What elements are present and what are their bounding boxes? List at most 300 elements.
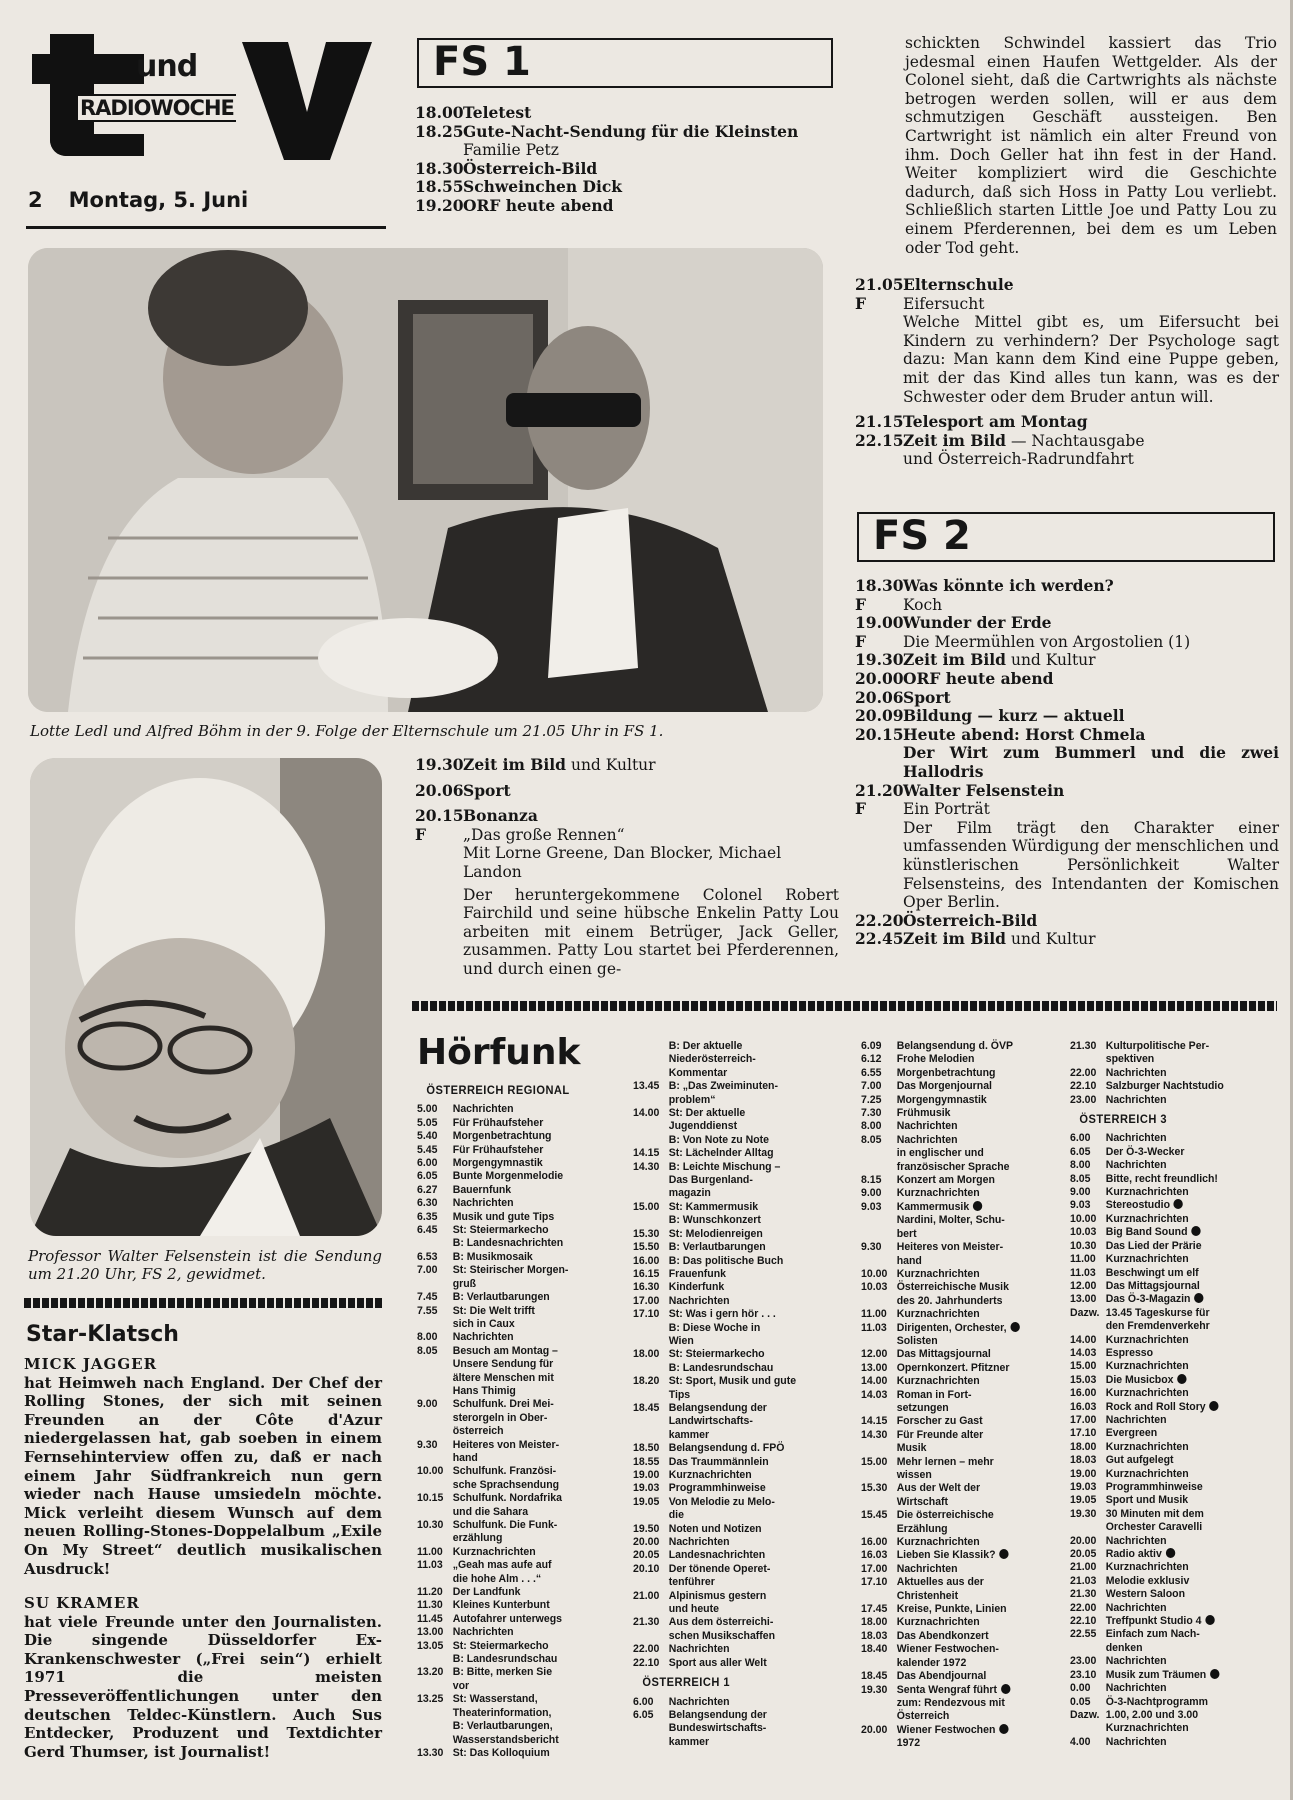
- radio-title: Wirtschaft: [896, 1495, 949, 1508]
- radio-time: 7.45: [417, 1291, 438, 1304]
- radio-title: Lieben Sie Klassik?: [897, 1549, 1064, 1562]
- page-number: 2: [28, 188, 43, 212]
- radio-title: Musik: [896, 1442, 927, 1455]
- radio-time: 6.53: [417, 1250, 438, 1263]
- radio-title: Nachrichten: [1105, 1159, 1167, 1172]
- radio-title: Morgenbetrachtung: [452, 1130, 552, 1143]
- radio-title: Hans Thimig: [452, 1384, 516, 1397]
- stereo-dot-icon: [999, 1724, 1008, 1734]
- radio-programme-item: [1070, 1132, 1286, 1145]
- radio-programme-item: [417, 1251, 624, 1264]
- radio-time: 13.20: [417, 1666, 444, 1679]
- radio-title: Christenheit: [896, 1589, 959, 1602]
- radio-programme-item: [417, 1546, 624, 1559]
- radio-time: 10.00: [417, 1465, 444, 1478]
- radio-title: Für Frühaufsteher: [452, 1143, 544, 1156]
- radio-programme-item: [633, 1549, 842, 1562]
- radio-title: Musik zum Träumen: [1106, 1669, 1286, 1682]
- stereo-dot-icon: [1166, 1548, 1175, 1558]
- radio-title: Wasserstandsbericht: [452, 1733, 559, 1746]
- radio-programme-item: [861, 1134, 1064, 1174]
- radio-title: St: Steiermarkecho: [668, 1348, 765, 1361]
- radio-title: Nachrichten: [452, 1197, 514, 1210]
- radio-time: Dazw.: [1070, 1306, 1100, 1319]
- radio-title: Belangsendung der: [668, 1401, 767, 1414]
- radio-time: 14.15: [633, 1147, 660, 1160]
- radio-title: Kurznachrichten: [896, 1267, 980, 1280]
- radio-programme-item: [861, 1616, 1064, 1629]
- radio-time: 20.00: [861, 1723, 888, 1736]
- radio-programme-item: [861, 1482, 1064, 1509]
- radio-title: Melodie exklusiv: [1105, 1574, 1190, 1587]
- radio-time: 4.00: [1070, 1735, 1091, 1748]
- radio-programme-item: [633, 1709, 842, 1749]
- radio-programme-item: [861, 1549, 1064, 1562]
- radio-time: 18.00: [633, 1348, 660, 1361]
- radio-time: 7.00: [861, 1080, 882, 1093]
- radio-title: 1972: [896, 1737, 921, 1750]
- radio-programme-item: [1070, 1602, 1286, 1615]
- radio-time: 17.00: [633, 1294, 660, 1307]
- radio-title: Kurznachrichten: [1105, 1440, 1189, 1453]
- logo-radiowoche: RADIOWOCHE: [80, 96, 234, 120]
- fs1-item: 20.06 Sport: [415, 780, 511, 800]
- elternschule-photo-image: [28, 248, 823, 712]
- radio-title: Nachrichten: [896, 1562, 958, 1575]
- radio-programme-item: [1070, 1401, 1286, 1414]
- radio-title: den Fremdenverkehr: [1105, 1320, 1210, 1333]
- fs2-item: 18.30 F Was könnte ich werden? Koch: [855, 576, 1114, 614]
- radio-programme-item: [633, 1523, 842, 1536]
- radio-time: 6.27: [417, 1183, 438, 1196]
- radio-time: 11.03: [417, 1559, 443, 1572]
- radio-programme-item: [417, 1640, 624, 1667]
- radio-programme-item: [1070, 1067, 1286, 1080]
- fs1-item: 18.00 Teletest: [415, 103, 532, 122]
- radio-programme-item: [1070, 1267, 1286, 1280]
- felsenstein-photo: [30, 758, 382, 1236]
- radio-title: denken: [1105, 1641, 1143, 1654]
- radio-time: 15.50: [633, 1241, 660, 1254]
- radio-time: 10.03: [1070, 1226, 1097, 1239]
- radio-title: gruß: [452, 1277, 477, 1290]
- elternschule-photo: [28, 248, 823, 712]
- radio-title: Western Saloon: [1105, 1588, 1186, 1601]
- radio-title: französischer Sprache: [896, 1160, 1010, 1173]
- radio-title: St: Sport, Musik und gute: [668, 1375, 797, 1388]
- radio-programme-item: [417, 1103, 624, 1116]
- radio-time: 8.05: [1070, 1172, 1091, 1185]
- radio-programme-item: [861, 1053, 1064, 1066]
- radio-title: Kleines Kunterbunt: [452, 1599, 550, 1612]
- radio-time: 18.45: [633, 1401, 660, 1414]
- radio-time: 19.03: [1070, 1481, 1097, 1493]
- radio-programme-item: [633, 1268, 842, 1281]
- radio-programme-item: [417, 1666, 624, 1693]
- radio-programme-item: [861, 1375, 1064, 1388]
- radio-title: Das Mittagsjournal: [1105, 1279, 1200, 1292]
- radio-time: 17.45: [861, 1603, 888, 1616]
- radio-programme-item: [633, 1402, 842, 1442]
- radio-title: Der Landfunk: [452, 1586, 521, 1599]
- radio-title: sterorgeln in Ober-: [452, 1411, 548, 1424]
- radio-title: Radio aktiv: [1106, 1548, 1286, 1561]
- radio-time: 21.30: [633, 1616, 660, 1629]
- radio-title: erzählung: [452, 1532, 503, 1545]
- radio-title: Schulfunk. Französi-: [452, 1465, 557, 1478]
- radio-time: 0.00: [1070, 1682, 1091, 1695]
- radio-title: Evergreen: [1105, 1427, 1158, 1440]
- radio-time: [633, 1040, 669, 1080]
- radio-title: Für Frühaufsteher: [452, 1116, 544, 1129]
- radio-programme-item: [633, 1590, 842, 1617]
- radio-title: Einfach zum Nach-: [1105, 1628, 1200, 1641]
- radio-title: Die österreichische: [896, 1509, 994, 1522]
- radio-time: 21.30: [1070, 1040, 1097, 1052]
- radio-title: Schulfunk. Die Funk-: [452, 1519, 558, 1531]
- radio-time: 21.03: [1070, 1574, 1097, 1587]
- radio-time: 10.03: [861, 1281, 888, 1294]
- radio-title: Morgengymnastik: [452, 1157, 543, 1170]
- stereo-dot-icon: [1191, 1226, 1200, 1236]
- radio-programme-item: [861, 1389, 1064, 1416]
- radio-programme-item: [1070, 1213, 1286, 1226]
- radio-programme-item: [1070, 1696, 1286, 1709]
- radio-programme-item: [633, 1616, 842, 1643]
- radio-programme-item: [633, 1107, 842, 1147]
- radio-title: St: Steirischer Morgen-: [452, 1264, 569, 1277]
- radio-title: Musik und gute Tips: [452, 1210, 555, 1223]
- radio-title: kammer: [668, 1735, 710, 1748]
- radio-title: hand: [452, 1451, 478, 1464]
- radio-time: 10.00: [1070, 1212, 1097, 1225]
- logo-v-glyph: [242, 42, 372, 162]
- radio-title: Kurznachrichten: [1105, 1360, 1189, 1373]
- radio-title: Frauenfunk: [668, 1267, 726, 1280]
- radio-title: Wiener Festwochen: [897, 1724, 1064, 1737]
- fs1-item: 21.15 Telesport am Montag: [855, 412, 1088, 432]
- radio-programme-item: [1070, 1468, 1286, 1481]
- radio-programme-item: [417, 1492, 624, 1519]
- radio-time: 18.00: [1070, 1440, 1097, 1453]
- radio-time: 13.00: [861, 1361, 888, 1374]
- radio-title: Österreich: [896, 1710, 950, 1723]
- radio-title: Tips: [668, 1388, 691, 1401]
- radio-programme-item: [1070, 1561, 1286, 1574]
- stereo-dot-icon: [1209, 1401, 1218, 1411]
- radio-title: St: Steiermarkecho: [452, 1639, 549, 1652]
- radio-programme-item: [861, 1268, 1064, 1281]
- radio-time: 15.30: [633, 1227, 660, 1240]
- radio-programme-item: [633, 1456, 842, 1469]
- radio-programme-item: [417, 1144, 624, 1157]
- radio-time: 20.05: [1070, 1548, 1097, 1561]
- radio-time: 17.10: [633, 1308, 660, 1321]
- radio-time: 17.00: [1070, 1413, 1097, 1426]
- radio-programme-item: [633, 1295, 842, 1308]
- radio-programme-item: [417, 1291, 624, 1304]
- radio-title: die: [668, 1509, 684, 1522]
- radio-time: 15.03: [1070, 1373, 1097, 1386]
- radio-programme-item: [417, 1345, 624, 1399]
- radio-station-heading: ÖSTERREICH REGIONAL: [426, 1083, 570, 1097]
- radio-title: Kurznachrichten: [452, 1545, 536, 1558]
- fs2-item: 20.00 ORF heute abend: [855, 668, 1054, 688]
- radio-title: Von Melodie zu Melo-: [668, 1495, 775, 1508]
- radio-time: 9.03: [1070, 1199, 1091, 1212]
- radio-programme-item: [1070, 1280, 1286, 1293]
- hoerfunk-title: Hörfunk: [417, 1032, 581, 1073]
- radio-time: 11.45: [417, 1612, 443, 1625]
- radio-title: Nachrichten: [1105, 1093, 1167, 1106]
- radio-programme-item: [417, 1465, 624, 1492]
- radio-title: Kurznachrichten: [1105, 1333, 1189, 1346]
- radio-programme-item: [1070, 1454, 1286, 1467]
- radio-programme-item: [1070, 1186, 1286, 1199]
- radio-time: 14.03: [1070, 1346, 1097, 1359]
- radio-time: 16.03: [861, 1549, 888, 1562]
- stereo-dot-icon: [1177, 1374, 1186, 1384]
- radio-title: setzungen: [896, 1401, 949, 1414]
- fs2-item: 22.45 Zeit im Bild und Kultur: [855, 929, 1096, 949]
- radio-programme-item: [1070, 1588, 1286, 1601]
- fs2-item: 20.06 Sport: [855, 687, 951, 707]
- radio-column-3: [861, 1040, 1064, 1751]
- radio-title: 30 Minuten mit dem: [1105, 1507, 1204, 1520]
- radio-title: B: Bitte, merken Sie: [452, 1666, 553, 1679]
- radio-title: Morgenbetrachtung: [896, 1066, 996, 1079]
- radio-title: B: Verlautbarungen: [668, 1241, 766, 1254]
- fs1-item: 19.30 Zeit im Bild und Kultur: [415, 755, 656, 774]
- radio-programme-item: [1070, 1548, 1286, 1561]
- radio-programme-item: [417, 1157, 624, 1170]
- radio-title: Für Freunde alter: [896, 1428, 984, 1441]
- radio-time: 22.00: [1070, 1601, 1097, 1614]
- radio-title: Frohe Melodien: [896, 1053, 975, 1066]
- radio-title: Die Musicbox: [1106, 1374, 1286, 1387]
- radio-programme-item: [633, 1281, 842, 1294]
- radio-title: Das Burgenland-: [668, 1174, 753, 1187]
- radio-time: 14.00: [1070, 1333, 1097, 1346]
- radio-title: schen Musikschaffen: [668, 1629, 776, 1642]
- radio-time: 19.05: [633, 1495, 660, 1508]
- radio-programme-item: [417, 1747, 624, 1760]
- radio-title: Opernkonzert. Pfitzner: [896, 1361, 1010, 1374]
- radio-programme-item: [633, 1228, 842, 1241]
- radio-title: des 20. Jahrhunderts: [896, 1294, 1003, 1307]
- radio-title: St: Wasserstand,: [452, 1693, 538, 1706]
- radio-title: problem“: [668, 1093, 716, 1106]
- radio-programme-item: [417, 1599, 624, 1612]
- radio-programme-item: [633, 1469, 842, 1482]
- radio-title: vor: [452, 1679, 470, 1692]
- stereo-dot-icon: [1001, 1684, 1010, 1694]
- radio-title: Landesnachrichten: [668, 1549, 766, 1562]
- radio-time: 19.05: [1070, 1494, 1097, 1507]
- fs1-item: 18.55 Schweinchen Dick: [415, 177, 623, 197]
- radio-title: Nachrichten: [1105, 1735, 1167, 1748]
- radio-time: Dazw.: [1070, 1708, 1100, 1721]
- radio-programme-item: [633, 1201, 842, 1228]
- starklatsch-name: SU KRAMER: [24, 1594, 140, 1612]
- radio-title: Nachrichten: [1105, 1132, 1167, 1145]
- radio-time: 13.45: [633, 1080, 660, 1093]
- radio-title: Big Band Sound: [1106, 1226, 1286, 1239]
- radio-time: 21.30: [1070, 1588, 1097, 1601]
- radio-title: Kurznachrichten: [896, 1536, 980, 1549]
- radio-title: B: Das politische Buch: [668, 1254, 784, 1267]
- radio-time: 21.00: [1070, 1561, 1097, 1574]
- radio-title: spektiven: [1105, 1053, 1155, 1066]
- radio-programme-item: [1070, 1441, 1286, 1454]
- radio-time: 7.30: [861, 1107, 882, 1120]
- radio-time: 6.00: [417, 1157, 438, 1170]
- radio-programme-item: [1070, 1253, 1286, 1266]
- bonanza-description: Der heruntergekommene Colonel Robert Fairchild und seine hübsche Enkelin Patty Lou arbeiten mit einem Betrüger, Jack Geller, zusammen. Patty Lou startet bei Pferderennen, und durch einen ge-: [463, 885, 839, 978]
- radio-time: 16.30: [633, 1281, 660, 1294]
- radio-title: Rock and Roll Story: [1106, 1401, 1286, 1414]
- radio-time: 6.05: [1070, 1145, 1091, 1158]
- radio-title: Das Abendkonzert: [896, 1629, 989, 1642]
- radio-programme-item: [633, 1375, 842, 1402]
- radio-programme-item: [417, 1197, 624, 1210]
- radio-title: Kurznachrichten: [1105, 1387, 1189, 1400]
- radio-title: Kurznachrichten: [896, 1187, 980, 1200]
- radio-time: 21.00: [633, 1589, 660, 1602]
- radio-title: die hohe Alm . . .“: [452, 1572, 542, 1585]
- radio-title: Alpinismus gestern: [668, 1589, 767, 1602]
- radio-programme-item: [861, 1174, 1064, 1187]
- radio-time: 0.05: [1070, 1695, 1091, 1708]
- radio-time: 18.40: [861, 1643, 888, 1656]
- starklatsch-item: [24, 1355, 382, 1578]
- elternschule-caption: Lotte Ledl und Alfred Böhm in der 9. Folge der Elternschule um 21.05 Uhr in FS 1.: [30, 722, 664, 740]
- radio-title: Das Ö-3-Magazin: [1106, 1293, 1286, 1306]
- radio-title: Autofahrer unterwegs: [452, 1612, 562, 1625]
- radio-time: 18.45: [861, 1670, 888, 1683]
- hoerfunk-divider: [412, 1001, 1277, 1011]
- radio-title: Konzert am Morgen: [896, 1174, 995, 1187]
- radio-station-heading: ÖSTERREICH 3: [1079, 1112, 1167, 1127]
- radio-title: Aus dem österreichi-: [668, 1616, 774, 1629]
- radio-programme-item: [861, 1094, 1064, 1107]
- radio-programme-item: [1070, 1293, 1286, 1306]
- radio-time: 18.00: [861, 1616, 888, 1629]
- radio-title: Wien: [668, 1334, 694, 1347]
- radio-time: 20.00: [1070, 1534, 1097, 1547]
- radio-programme-item: [417, 1613, 624, 1626]
- radio-time: 8.00: [417, 1331, 438, 1344]
- masthead-rule: [26, 226, 386, 229]
- radio-time: 8.05: [861, 1133, 882, 1146]
- radio-title: Nachrichten: [668, 1294, 730, 1307]
- radio-title: 13.45 Tageskurse für: [1105, 1306, 1210, 1319]
- radio-time: 13.00: [1070, 1293, 1097, 1306]
- radio-title: österreich: [452, 1425, 504, 1438]
- radio-programme-item: [633, 1643, 842, 1656]
- radio-time: 23.10: [1070, 1668, 1097, 1681]
- radio-time: 10.30: [417, 1519, 444, 1531]
- radio-title: Bunte Morgenmelodie: [452, 1170, 564, 1183]
- radio-programme-item: [861, 1724, 1064, 1751]
- radio-time: 15.30: [861, 1482, 888, 1495]
- starklatsch-divider: [24, 1298, 382, 1308]
- radio-time: 18.55: [633, 1455, 660, 1468]
- radio-title: Nachrichten: [1105, 1682, 1167, 1695]
- radio-time: 11.00: [1070, 1253, 1096, 1266]
- starklatsch-name: MICK JAGGER: [24, 1355, 158, 1373]
- radio-time: 5.00: [417, 1103, 438, 1116]
- radio-programme-item: [861, 1670, 1064, 1683]
- radio-time: 22.10: [1070, 1615, 1097, 1628]
- radio-time: 11.30: [417, 1599, 443, 1612]
- radio-programme-item: [633, 1482, 842, 1495]
- radio-title: Nachrichten: [452, 1626, 514, 1639]
- fs2-list: [855, 577, 1279, 949]
- fs1-top-list: [415, 104, 835, 216]
- radio-time: 7.25: [861, 1093, 882, 1106]
- fs1-item: 22.15 Zeit im Bild — Nachtausgabe und Österreich-Radrundfahrt: [855, 430, 1145, 469]
- radio-title: Noten und Notizen: [668, 1522, 762, 1535]
- radio-time: 8.00: [1070, 1159, 1091, 1172]
- radio-title: Kurznachrichten: [896, 1616, 980, 1629]
- radio-title: Morgengymnastik: [896, 1093, 987, 1106]
- radio-programme-item: [1070, 1508, 1286, 1535]
- radio-programme-item: [417, 1331, 624, 1344]
- radio-title: wissen: [896, 1469, 932, 1481]
- radio-title: sche Sprachsendung: [452, 1478, 560, 1491]
- radio-title: Belangsendung der: [668, 1708, 767, 1721]
- radio-title: B: Musikmosaik: [452, 1250, 533, 1263]
- radio-title: Sport aus aller Welt: [668, 1656, 767, 1669]
- radio-time: 6.45: [417, 1224, 438, 1237]
- radio-time: 17.00: [861, 1562, 888, 1575]
- radio-title: Kommentar: [668, 1066, 728, 1079]
- starklatsch-title: Star-Klatsch: [26, 1322, 179, 1347]
- radio-time: 12.00: [861, 1348, 888, 1361]
- radio-title: kammer: [668, 1428, 710, 1441]
- radio-title: Orchester Caravelli: [1105, 1521, 1203, 1534]
- radio-time: 9.00: [417, 1398, 438, 1411]
- radio-programme-item: [633, 1147, 842, 1160]
- radio-programme-item: [1070, 1307, 1286, 1334]
- radio-time: 11.20: [417, 1586, 443, 1599]
- radio-title: Senta Wengraf führt: [897, 1684, 1064, 1697]
- radio-column-regional: [417, 1078, 624, 1760]
- radio-programme-item: [417, 1184, 624, 1197]
- radio-programme-item: [417, 1519, 624, 1546]
- page-date: Montag, 5. Juni: [68, 188, 249, 212]
- radio-programme-item: [417, 1439, 624, 1466]
- logo-und: und: [136, 49, 198, 84]
- radio-time: 19.00: [1070, 1467, 1097, 1480]
- radio-title: Aktuelles aus der: [896, 1576, 984, 1589]
- radio-title: Jugenddienst: [668, 1120, 738, 1133]
- radio-title: Österreichische Musik: [896, 1281, 1009, 1294]
- radio-programme-item: [861, 1415, 1064, 1428]
- radio-title: ältere Menschen mit: [452, 1371, 554, 1384]
- radio-time: 6.05: [417, 1170, 438, 1183]
- radio-programme-item: [1070, 1575, 1286, 1588]
- fs2-item-felsenstein: 21.20 F Walter Felsenstein Ein Porträt Der Film trägt den Charakter einer umfassenden Würdigung der menschlichen und künstlerischen Persönlichkeit Walter Felsensteins, des Intendanten der Komischen Oper Berlin.: [855, 780, 1279, 912]
- bonanza-description-cont: schickten Schwindel kassiert das Trio jedesmal einen Haufen Wettgelder. Als der Colonel sieht, daß die Cartwrights als nächste betrogen werden sollen, will er aus dem schmutzigen Geschäft aussteigen. Ben Cartwright ist nämlich ein alter Freund von ihm. Doch Geller hat ihn fest in der Hand. Weiter kompliziert wird die Geschichte dadurch, daß sich Hoss in Patty Lou verliebt. Schließlich starten Little Joe und Patty Lou zu einem Pferderennen, bei dem es um Leben oder Tod geht.: [905, 34, 1277, 257]
- radio-title: B: „Das Zweiminuten-: [668, 1080, 778, 1093]
- radio-programme-item: [1070, 1080, 1286, 1093]
- radio-title: Programmhinweise: [668, 1482, 766, 1495]
- radio-title: Das Mittagsjournal: [896, 1348, 991, 1361]
- radio-programme-item: [1070, 1360, 1286, 1373]
- radio-title: Treffpunkt Studio 4: [1106, 1615, 1286, 1628]
